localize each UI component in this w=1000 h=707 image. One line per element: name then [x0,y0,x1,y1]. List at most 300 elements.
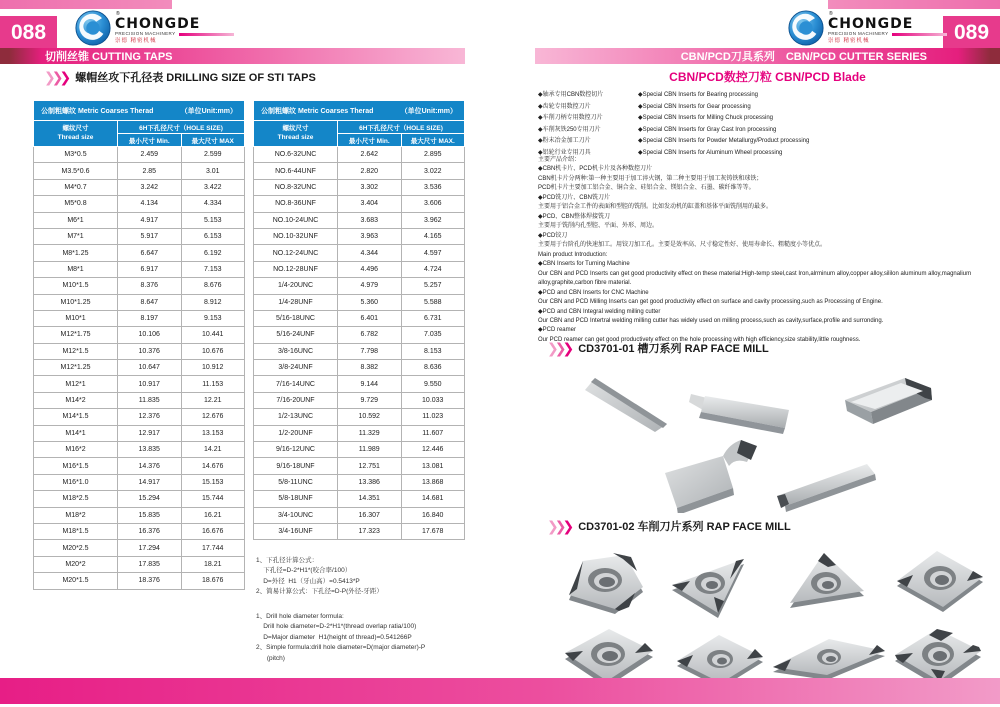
table-cell: 15.153 [181,474,245,490]
text-line: ◆车削灰铁250专用刀片 [538,126,601,133]
text-line: ◆车削刀柄专用数控刀片 [538,115,603,122]
table-cell: 3.242 [118,179,182,195]
table-cell: 10.376 [118,343,182,359]
right-page-heading: CBN/PCD数控刀粒 CBN/PCD Blade [669,70,866,84]
table-row [254,360,465,376]
table-row [254,228,465,244]
table-cell: 1/2-20UNF [254,425,338,441]
table-cell: 11.835 [118,392,182,408]
table-cell: M8*1.25 [34,245,118,261]
table1-col-thread-en: Thread size [57,133,94,141]
table-cell: M3*0.5 [34,147,118,163]
table-cell: 7.035 [401,327,465,343]
table-cell: 4.344 [338,245,402,261]
table-row [34,310,245,326]
table-cell: 4.917 [118,212,182,228]
table-cell: M6*1 [34,212,118,228]
table-cell: 2.820 [338,163,402,179]
table-row [254,523,465,539]
table-cell: 8.197 [118,310,182,326]
brand-sub: PRECISION MACHINERY [115,31,176,36]
table-cell: 3/8-16UNC [254,343,338,359]
table-row [34,425,245,441]
table-cell: 5.153 [181,212,245,228]
brand-accent-line [892,33,947,36]
table-cell: M12*1 [34,376,118,392]
text-line: CBN机卡片分两种:第一种主要用于加工淬火钢，第二种主要用于加工灰铸铁和球铁； [538,175,763,182]
table-cell: 12.446 [401,442,465,458]
tool-cleaver [665,440,757,513]
table-cell: 3/8-24UNF [254,360,338,376]
table-cell: 3.404 [338,196,402,212]
left-page-heading [44,69,316,85]
text-line: ◆齿轮专用数控刀片 [538,103,591,110]
globe-icon [75,10,111,46]
table-row [34,163,245,179]
text-line: ◆Special CBN Inserts for Powder Metallurgy/Product processing [638,138,810,145]
chongde-logo-left [75,8,234,48]
table2-col-min: 最小尺寸 Min. [338,134,402,147]
table-row [254,425,465,441]
text-line: ◆Special CBN Inserts for Aluminum Wheel processing [638,149,783,156]
table-row [34,523,245,539]
text-line: Our CBN and PCD Intertral welding milling cutter has widely used on milling process,such as cavity,surface,profile and surronding. [538,317,884,324]
text-line: Drill hole diameter=D-2*H1*(thread overlap ratia/100) [256,623,417,631]
table-cell: M8*1 [34,261,118,277]
table-row [34,442,245,458]
table-row [254,458,465,474]
table-cell: 14.21 [181,442,245,458]
table-cell: 4.334 [181,196,245,212]
table-cell: 6.782 [338,327,402,343]
text-line: ◆PCD and CBN Inserts for CNC Machine [538,289,649,296]
table-cell: 2.895 [401,147,465,163]
table-row [34,294,245,310]
globe-icon [788,10,824,46]
table-cell: NO.6-44UNF [254,163,338,179]
text-line: (pitch) [256,654,285,662]
table-cell: 12.21 [181,392,245,408]
table-cell: M16*2 [34,442,118,458]
text-line: ◆铝轮行业专用刀具 [538,149,591,156]
table-cell: 10.033 [401,392,465,408]
table1-col-hole: 6H下孔径尺寸（HOLE SIZE) [118,121,245,134]
table-cell: 4.597 [401,245,465,261]
table-cell: 2.85 [118,163,182,179]
brand-name: CHONGDE [828,16,914,32]
insert-triangle [672,559,744,618]
table-cell: 11.153 [181,376,245,392]
table-cell: 3.022 [401,163,465,179]
table-cell: 5.257 [401,278,465,294]
table-cell: M3.5*0.6 [34,163,118,179]
table-cell: M18*2 [34,507,118,523]
table-cell: 5.360 [338,294,402,310]
table-cell: M14*2 [34,392,118,408]
table-cell: M10*1.25 [34,294,118,310]
table-cell: 15.294 [118,491,182,507]
table-cell: 13.386 [338,474,402,490]
section-bar-right-label: CBN/PCD刀具系列 CBN/PCD CUTTER SERIES [680,51,927,63]
table-cell: 7/16-20UNF [254,392,338,408]
table-row [34,261,245,277]
table-row [254,310,465,326]
table-cell: 8.912 [181,294,245,310]
table-row [254,442,465,458]
table-cell: NO.8-36UNF [254,196,338,212]
table-cell: 4.496 [338,261,402,277]
table-cell: NO.10-32UNF [254,228,338,244]
table-cell: 14.676 [181,458,245,474]
table-row [34,458,245,474]
chevron-icons: ❯❯❯ [547,340,571,356]
text-line: 下孔径=D-2*H1*(咬合率/100） [256,567,352,575]
table-row [34,147,245,163]
table-cell: 16.840 [401,507,465,523]
table-cell: M5*0.8 [34,196,118,212]
series2-heading [547,518,791,534]
table-cell: 5/8-11UNC [254,474,338,490]
table-row [34,392,245,408]
table-cell: M16*1.5 [34,458,118,474]
brand-chinese: 崇德 精密机械 [828,37,870,44]
formula-notes-zh [256,556,383,598]
table-cell: 18.676 [181,573,245,589]
text-line: 主要用于铣削内孔型腔、平面、外形、周边。 [538,223,659,230]
table-cell: 13.153 [181,425,245,441]
text-line: ◆Special CBN Inserts for Gray Cast Iron processing [638,126,777,133]
text-line: PCD机卡片主要加工铝合金、铜合金、硅铝合金、镁铝合金、石墨、碳纤维等等。 [538,185,755,192]
table-cell: 13.081 [401,458,465,474]
table-cell: 15.835 [118,507,182,523]
text-line: ◆CBN机卡片、PCD机卡片及各种数控刀片 [538,166,652,173]
table-cell: 9/16-18UNF [254,458,338,474]
table-cell: 6.917 [118,261,182,277]
table-row [34,327,245,343]
section-bar-left [0,48,465,64]
groove-tool-images [545,368,995,513]
text-line: ◆Special CBN Inserts for Gear processing [638,103,751,110]
table-cell: 10.676 [181,343,245,359]
table-row [34,343,245,359]
table-cell: 5.917 [118,228,182,244]
table-cell: 10.912 [181,360,245,376]
text-line: D=外径 H1（牙山高）=0.5413*P [256,577,360,585]
table-cell: 3.963 [338,228,402,244]
series2-label: CD3701-02 车削刀片系列 RAP FACE MILL [578,521,791,533]
chevron-icons: ❯❯❯ [44,69,68,85]
table-cell: 18.21 [181,556,245,572]
table-cell: 3.01 [181,163,245,179]
table-row [254,261,465,277]
registered-mark: ® [829,11,833,17]
table-cell: 8.382 [338,360,402,376]
table-cell: 11.329 [338,425,402,441]
text-line: ◆PCD、CBN整体焊接铣刀 [538,213,610,220]
table-cell: 12.676 [181,409,245,425]
table-cell: 5.588 [401,294,465,310]
chongde-logo-right [788,8,947,48]
table-row [34,573,245,589]
table-cell: 9.550 [401,376,465,392]
table-cell: 6.192 [181,245,245,261]
insert-elongated-diamond [773,639,885,680]
table-cell: M12*1.75 [34,327,118,343]
table-cell: 3/4-10UNC [254,507,338,523]
text-line: 主要用于台阶孔的快速加工。用铰刀加工孔。主要是效率高、尺寸稳定性好、使用寿命长、粗糙度小等优点。 [538,242,827,249]
table-cell: 8.153 [401,343,465,359]
table2-col-hole: 6H下孔径尺寸（HOLE SIZE) [338,121,465,134]
table2-col-thread-en: Thread size [277,133,314,141]
table-cell: 1/2-13UNC [254,409,338,425]
table-cell: NO.12-24UNC [254,245,338,261]
table-row [254,491,465,507]
table-cell: 16.21 [181,507,245,523]
table-cell: 5/8-18UNF [254,491,338,507]
table-cell: M14*1 [34,425,118,441]
text-line: Our PCD reamer can get good productivety effect on the hole processing with high efficiency,size stability,little roughness. [538,336,861,343]
chevron-icons: ❯❯❯ [547,518,571,534]
text-line: ◆粉末冶金加工刀片 [538,138,591,145]
table-cell: 3.302 [338,179,402,195]
table-cell: M18*1.5 [34,523,118,539]
text-line: ◆Special CBN Inserts for Bearing processing [638,92,758,98]
table-row [34,245,245,261]
table1-unit: （单位Unit:mm） [180,107,237,115]
table-cell: 9.153 [181,310,245,326]
text-line: Our CBN and PCD Inserts can get good productivity effect on these material:High-temp steel,cast Iron,alrminum alloy,copper alloy,sililon aluminum alloy,magnalium alloy,graphite,carbon fibre material. [538,270,972,287]
table-cell: 17.835 [118,556,182,572]
table-cell: 17.323 [338,523,402,539]
table-cell: 7.798 [338,343,402,359]
table-cell: 10.106 [118,327,182,343]
table-cell: M20*2.5 [34,540,118,556]
table-row [254,507,465,523]
brand-chinese: 崇德 精密机械 [115,37,157,44]
metric-thread-table [33,100,245,590]
table-cell: 8.647 [118,294,182,310]
series1-label: CD3701-01 槽刀系列 RAP FACE MILL [578,343,769,355]
unified-thread-table [253,100,465,540]
table-row [254,327,465,343]
table-cell: M12*1.5 [34,343,118,359]
section-bar-left-label: 切削丝锥 CUTTING TAPS [45,51,173,63]
table-cell: 9.144 [338,376,402,392]
table-row [34,278,245,294]
table-cell: 8.676 [181,278,245,294]
text-line: 2、Simple formula:drill hole diameter=D(major diameter)-P [256,644,426,652]
table-cell: 11.989 [338,442,402,458]
table-cell: 5/16-18UNC [254,310,338,326]
table-cell: 4.134 [118,196,182,212]
table-cell: NO.6-32UNC [254,147,338,163]
table-cell: 8.636 [401,360,465,376]
insert-trigon [569,553,643,614]
formula-notes-en [256,612,425,664]
left-page-heading-label: 螺帽丝攻下孔径表 DRILLING SIZE OF STI TAPS [75,72,316,84]
section-bar-right [535,48,1000,64]
table-row [254,392,465,408]
text-line: 1、下孔径计算公式： [256,557,319,564]
table-cell: 16.676 [181,523,245,539]
table-cell: 12.376 [118,409,182,425]
tool-blade [585,378,667,432]
table-cell: 3/4-16UNF [254,523,338,539]
table-cell: 12.917 [118,425,182,441]
text-line: ◆Special CBN Inserts for Milling Chuck processing [638,115,773,122]
table-cell: 9.729 [338,392,402,408]
table-cell: 11.607 [401,425,465,441]
table-row [254,294,465,310]
table-row [254,163,465,179]
bullet-list-en [638,90,998,159]
table-cell: M16*1.0 [34,474,118,490]
table-cell: 4.165 [401,228,465,244]
table-cell: 2.599 [181,147,245,163]
table-cell: 1/4-20UNC [254,278,338,294]
table-cell: 3.962 [401,212,465,228]
table-row [34,540,245,556]
text-line: ◆CBN Inserts for Turning Machine [538,261,630,268]
table-cell: M18*2.5 [34,491,118,507]
text-line: ◆轴承专用CBN数控切片 [538,92,604,98]
table-cell: 13.868 [401,474,465,490]
page-number-left: 088 [0,16,57,49]
table-row [34,196,245,212]
brand-name: CHONGDE [115,16,201,32]
text-line: 主要用于铝合金工件的表面和型腔的铣削。比如发动机的缸盖和基体平面铣削用的最多。 [538,204,773,211]
text-line: ◆PCD铣刀片、CBN铣刀片 [538,194,610,201]
table-row [34,507,245,523]
table-cell: 14.351 [338,491,402,507]
page-number-right: 089 [943,16,1000,49]
table-row [34,409,245,425]
table1-col-max: 最大尺寸 MAX [181,134,245,147]
table-row [34,360,245,376]
insert-triangle-light [790,553,864,608]
table-row [254,278,465,294]
text-line: ◆PCD reamer [538,327,576,334]
table-cell: 3.536 [401,179,465,195]
series1-heading [547,340,769,356]
table-cell: 3.606 [401,196,465,212]
table-cell: 3.422 [181,179,245,195]
table-row [34,212,245,228]
table-row [34,474,245,490]
table-cell: M20*2 [34,556,118,572]
table-cell: 16.307 [338,507,402,523]
table-cell: 7/16-14UNC [254,376,338,392]
text-line: Our CBN and PCD Milling Inserts can get good productivity effect on surface and cavity processing,such as Processing of Engine. [538,299,883,306]
table-cell: 6.401 [338,310,402,326]
table2-title: 公制粗螺纹 Metric Coarses Therad [261,107,374,115]
table-row [254,409,465,425]
table1-title: 公制粗螺纹 Metric Coarses Therad [41,107,154,115]
table-cell: 15.744 [181,491,245,507]
table-row [254,179,465,195]
footer-bar [0,678,1000,704]
table-cell: 17.744 [181,540,245,556]
table-cell: 4.979 [338,278,402,294]
table-cell: 16.376 [118,523,182,539]
table-cell: M10*1 [34,310,118,326]
table-cell: M20*1.5 [34,573,118,589]
table-cell: 13.835 [118,442,182,458]
table-row [34,228,245,244]
unified-table-body [254,147,465,540]
table-cell: 1/4-28UNF [254,294,338,310]
table-cell: M7*1 [34,228,118,244]
table-cell: NO.12-28UNF [254,261,338,277]
table-row [254,245,465,261]
brand-accent-line [179,33,234,36]
table-row [34,491,245,507]
table-cell: 6.647 [118,245,182,261]
table-cell: 14.681 [401,491,465,507]
tool-block [845,378,932,424]
metric-table-body [34,147,245,590]
tool-long-bar [777,464,876,512]
text-line: D=Major diameter H1(height of thread)=0.541266P [256,633,412,641]
registered-mark: ® [116,11,120,17]
text-line: ◆PCD and CBN Integral welding milling cutter [538,308,661,315]
table-row [34,556,245,572]
table2-col-max: 最大尺寸 MAX. [401,134,465,147]
table-row [34,179,245,195]
tool-tipped-bar [689,394,789,434]
table-cell: 5/16-24UNF [254,327,338,343]
table-cell: 10.647 [118,360,182,376]
table-cell: 12.751 [338,458,402,474]
table-cell: 17.678 [401,523,465,539]
text-line: 2、简易计算公式：下孔径=D-P(外径-牙距） [256,588,383,596]
table-cell: 18.376 [118,573,182,589]
text-line: 1、Drill hole diameter formula: [256,613,344,620]
table-cell: 10.917 [118,376,182,392]
table-cell: 4.724 [401,261,465,277]
insert-diamond [897,551,983,612]
table2-unit: （单位Unit:mm） [400,107,457,115]
table-cell: NO.10-24UNC [254,212,338,228]
bullet-list-zh [538,90,634,159]
table-cell: M10*1.5 [34,278,118,294]
table-cell: 3.683 [338,212,402,228]
table-cell: 9/16-12UNC [254,442,338,458]
table-row [254,147,465,163]
table-row [254,474,465,490]
table-row [254,343,465,359]
table-cell: 6.153 [181,228,245,244]
text-line: ◆PCD铰刀 [538,232,568,239]
text-line: 主要产品介绍： [538,157,581,163]
table1-col-thread-zh: 螺纹尺寸 [62,124,89,132]
table2-col-thread-zh: 螺纹尺寸 [282,124,309,132]
table-cell: 2.642 [338,147,402,163]
table-cell: 6.731 [401,310,465,326]
table-row [34,376,245,392]
table-row [254,376,465,392]
text-line: Main product Introduction: [538,251,608,258]
brand-sub: PRECISION MACHINERY [828,31,889,36]
table-cell: 14.917 [118,474,182,490]
table-cell: NO.8-32UNC [254,179,338,195]
table-cell: 10.441 [181,327,245,343]
table-cell: 14.376 [118,458,182,474]
table-cell: M12*1.25 [34,360,118,376]
table-cell: 17.294 [118,540,182,556]
product-introduction [538,156,990,345]
table-cell: M14*1.5 [34,409,118,425]
